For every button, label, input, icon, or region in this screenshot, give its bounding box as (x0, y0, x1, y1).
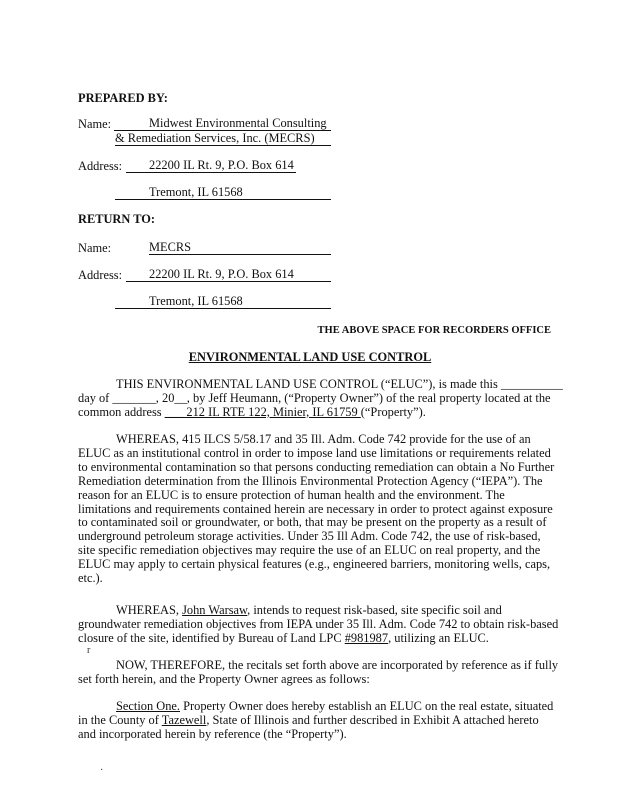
paragraph-line (78, 529, 541, 543)
scan-speck: · (100, 765, 104, 776)
return-to-address-field-2 (115, 295, 331, 309)
paragraph-line (116, 699, 553, 713)
recorder-note: THE ABOVE SPACE FOR RECORDERS OFFICE (317, 325, 551, 336)
text-segment: (“Property”). (360, 404, 426, 419)
text-segment: Remediation determination from the Illinois Environmental Protection Agency (“IEPA”). The (78, 473, 543, 488)
underlined-text: #981987 (344, 630, 389, 645)
paragraph-line (78, 515, 547, 529)
text-segment: Property Owner does hereby establish an ELUC on the real estate, situated (180, 699, 554, 713)
paragraph-line (78, 713, 539, 727)
paragraph-line (78, 405, 426, 419)
paragraph-line (78, 460, 554, 474)
text-segment: , intends to request risk-based, site specific soil and (247, 603, 502, 617)
underlined-text: Tazewell (161, 712, 207, 727)
text-segment: groundwater remediation objectives from IEPA under 35 Ill. Adm. Code 742 to obtain risk-based (78, 616, 559, 631)
text-segment: in the County of (78, 712, 162, 727)
underlined-text: Section One. (116, 699, 181, 713)
paragraph-line (78, 617, 558, 631)
text-segment: ELUC may apply to certain physical features (e.g., engineered barriers, monitoring wells, caps, (78, 557, 551, 572)
prepared-by-address-field (126, 159, 296, 173)
text-segment: and incorporated herein by reference (the “Property”). (78, 726, 347, 741)
text-segment: reason for an ELUC is to ensure protection of human health and the environment. The (78, 487, 505, 502)
paragraph-line (78, 543, 540, 557)
text-segment: underground petroleum storage activities. Under 35 Ill Adm. Code 742, the use of risk-based, (78, 529, 541, 544)
text-segment: closure of the site, identified by Bureau of Land LPC (78, 630, 345, 645)
return-to-heading: RETURN TO: (78, 212, 155, 226)
return-to-name-label: Name: (78, 241, 112, 255)
paragraph-line (78, 727, 347, 741)
prepared-by-heading: PREPARED BY: (78, 91, 168, 105)
paragraph-line (78, 557, 550, 571)
paragraph-line (116, 432, 531, 446)
paragraph-line (116, 603, 502, 617)
prepared-by-address-field-2 (115, 186, 331, 200)
text-segment: limitations and requirements contained herein are necessary in order to protect against exposure (78, 501, 553, 516)
prepared-by-name-label: Name: (78, 117, 112, 131)
paragraph-line (78, 631, 489, 645)
text-segment: , 20 (155, 390, 175, 405)
text-segment: etc.). (78, 571, 103, 585)
text-segment: set forth herein, and the Property Owner agrees as follows: (78, 671, 370, 686)
paragraph-line (78, 488, 505, 502)
prepared-by-address-label: Address: (78, 159, 123, 173)
paragraph-line (78, 391, 551, 405)
paragraph-line (78, 672, 370, 686)
text-segment: , by Jeff Heumann, (“Property Owner”) of the real property located at the (186, 390, 551, 405)
text-segment: to contaminated soil or groundwater, or both, that may be present on the property as a result of (78, 515, 547, 530)
return-to-address-line2: Tremont, IL 61568 (149, 294, 243, 308)
return-to-address-line1: 22200 IL Rt. 9, P.O. Box 614 (149, 267, 294, 281)
text-segment: __ (174, 390, 187, 405)
return-to-name-field (149, 241, 331, 255)
paragraph-line (78, 446, 551, 460)
text-segment: , State of Illinois and further described in Exhibit A attached hereto (206, 712, 539, 727)
text-segment: WHEREAS, 415 ILCS 5/58.17 and 35 Ill. Adm. Code 742 provide for the use of an (116, 432, 531, 446)
prepared-by-name-line1: Midwest Environmental Consulting (149, 116, 327, 130)
return-to-address-field (126, 268, 331, 282)
return-to-address-label: Address: (78, 268, 123, 282)
text-segment: day of (78, 390, 113, 405)
prepared-by-name-field-2 (115, 132, 331, 146)
paragraph-line (78, 474, 543, 488)
text-segment: WHEREAS, (116, 603, 183, 617)
paragraph-line (116, 377, 563, 391)
text-segment: _______ (112, 390, 156, 405)
text-segment: common address (78, 404, 165, 419)
text-segment: to environmental contamination so that persons conducting remediation can obtain a No Further (78, 459, 555, 474)
prepared-by-name-field (114, 117, 331, 131)
text-segment: site specific remediation objectives may require the use of an ELUC on real property, and the (78, 543, 541, 558)
return-to-name: MECRS (149, 240, 192, 254)
text-segment: , utilizing an ELUC. (388, 630, 489, 645)
paragraph-line (78, 571, 103, 585)
prepared-by-address-line2: Tremont, IL 61568 (149, 185, 243, 199)
underlined-text: ___ 212 IL RTE 122, Minier, IL 61759 (164, 404, 361, 419)
text-segment: NOW, THEREFORE, the recitals set forth above are incorporated by reference as if fully (116, 658, 559, 672)
prepared-by-address-line1: 22200 IL Rt. 9, P.O. Box 614 (149, 158, 294, 172)
text-segment: THIS ENVIRONMENTAL LAND USE CONTROL (“ELUC”), is made this (116, 377, 501, 391)
paragraph-line (116, 658, 558, 672)
text-segment: __________ (500, 377, 563, 391)
paragraph-line (78, 502, 553, 516)
margin-mark: r (87, 645, 91, 656)
underlined-text: John Warsaw (182, 603, 248, 617)
text-segment: ELUC as an institutional control in order to impose land use limitations or requirements related (78, 445, 551, 460)
prepared-by-name-line2: & Remediation Services, Inc. (MECRS) (115, 131, 315, 145)
document-title: ENVIRONMENTAL LAND USE CONTROL (188, 350, 432, 364)
